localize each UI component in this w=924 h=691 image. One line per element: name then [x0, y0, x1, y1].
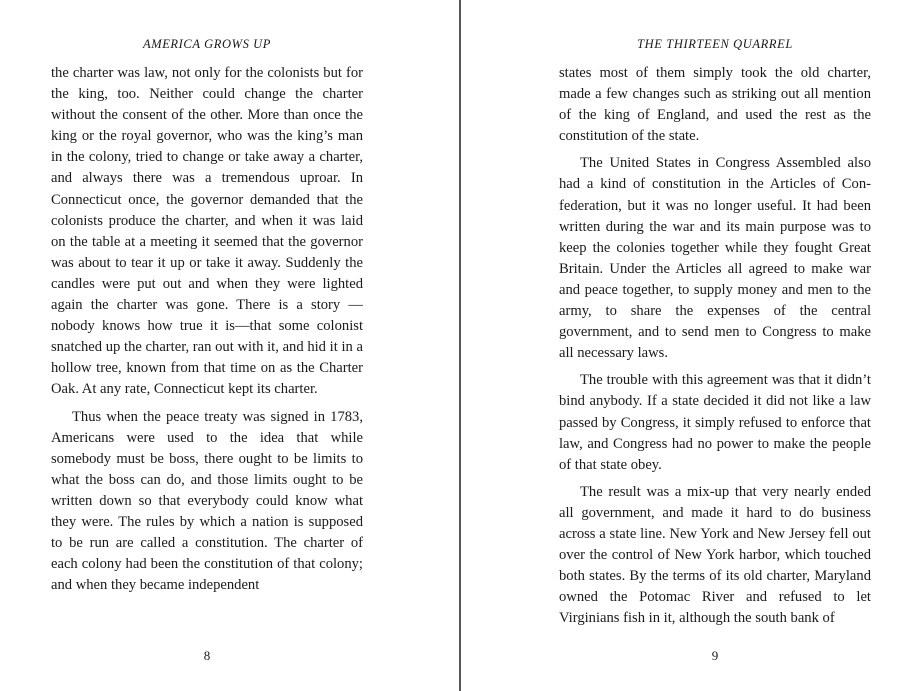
right-paragraph-3: The trouble with this agreement was that it didn’t bind anybody. If a state decided it did not like a law passed by Congress, it simply refused to enforce that law, and Congress had no power to make the people of that state obey.: [559, 372, 871, 473]
left-page-number: 8: [203, 648, 211, 663]
right-paragraph-1: states most of them simply took the old charter, made a few changes such as striking out all mention of the king of England, and used the rest as the constitution of the state.: [559, 65, 871, 145]
right-text-block: [559, 63, 871, 635]
left-paragraph-1: the charter was law, not only for the colonists but for the king, too. Neither could change the charter without the consent of the other. More than once the king or the royal governor, who was the king’s man in the colony, tried to change or take away a charter, and always there was a tremendous uproar. In Connecticut once, the governor demanded that the colonists produce the charter, and when it was laid on the table at a meeting it seemed that the governor was about to tear it up or take it away. Suddenly the candles were put out and when they were lighted again the charter was gone. There is a story — nobody knows how true it is—that some colonist snatched up the charter, ran out with it, and hid it in a hollow tree, known from that time on as the Charter Oak. At any rate, Connecticut kept its charter.: [51, 65, 363, 398]
right-paragraph-2: The United States in Congress Assembled also had a kind of constitution in the Articles of Confederation, but it was no longer useful. It had been written during the war and its main purpose was to keep the colonies together while they fought Great Britain. Under the Articles all agreed to make war and peace together, to supply money and men to the army, to share the expenses of the central government, and to send men to Congress to make all necessary laws.: [559, 155, 871, 362]
left-text-block: [51, 63, 363, 602]
left-page: [0, 0, 460, 691]
right-page-number: 9: [711, 648, 719, 663]
left-running-head: AMERICA GROWS UP: [142, 37, 272, 51]
right-page: [462, 0, 924, 691]
right-paragraph-4: The result was a mix-up that very nearly ended all government, and made it hard to do business across a state line. New York and New Jersey fell out over the control of New York harbor, which touched both states. By the terms of its old charter, Maryland owned the Potomac River and refused to let Virginians fish in it, although the south bank of: [559, 483, 871, 627]
page-divider: [459, 0, 461, 691]
right-running-head: THE THIRTEEN QUARREL: [637, 37, 793, 51]
left-paragraph-2: Thus when the peace treaty was signed in 1783, Americans were used to the idea that while somebody must be boss, there ought to be limits to what the boss can do, and those limits ought to be written down so that everybody could know what they were. The rules by which a nation is supposed to be run are called a constitution. The charter of each colony had been the constitution of that colony; and when they became independent: [51, 408, 363, 594]
